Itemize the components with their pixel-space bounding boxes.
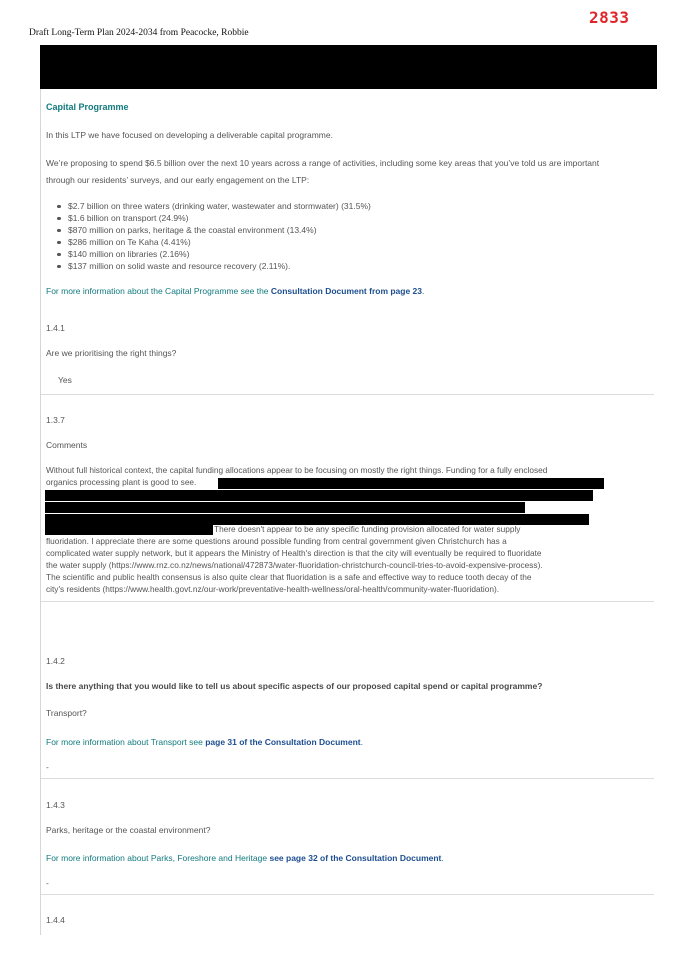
redaction-bar (218, 478, 604, 489)
comment-line: city's residents (https://www.health.govt.nz/our-work/preventative-health-wellness/oral-health/community-water-fluoridation). (46, 584, 500, 594)
comment-line: The scientific and public health consensus is also quite clear that fluoridation is a safe and effective way to reduce tooth decay of the (46, 572, 532, 582)
question-number: 1.4.3 (46, 800, 65, 810)
section-heading-capital-programme: Capital Programme (46, 102, 129, 112)
redaction-banner (40, 45, 657, 89)
answer-text: - (46, 878, 49, 888)
parks-more-info (46, 852, 444, 864)
question-text: Parks, heritage or the coastal environment? (46, 825, 211, 835)
redaction-bar (45, 502, 525, 513)
consultation-document-link[interactable]: page 31 of the Consultation Document (205, 737, 361, 747)
comment-line: the water supply (https://www.rnz.co.nz/news/national/472873/water-fluoridation-christchurch-council-tries-to-avoid-expensive-process). (46, 560, 543, 570)
document-header-title: Draft Long-Term Plan 2024-2034 from Peacocke, Robbie (29, 28, 249, 38)
transport-more-info (46, 736, 363, 748)
question-number: 1.4.2 (46, 656, 65, 666)
list-item: $137 million on solid waste and resource recovery (2.11%). (56, 260, 371, 272)
capital-spend-list (56, 200, 371, 272)
section-divider (41, 778, 654, 779)
redaction-bar (45, 490, 593, 501)
list-item: $286 million on Te Kaha (4.41%) (56, 236, 371, 248)
answer-text: Yes (58, 375, 72, 385)
question-subtext: Transport? (46, 708, 87, 718)
question-text: Is there anything that you would like to tell us about specific aspects of our proposed capital spend or capital programme? (46, 681, 543, 691)
section-divider (41, 894, 654, 895)
answer-text: - (46, 762, 49, 772)
section-divider (41, 601, 654, 602)
capital-spend-line-1: We’re proposing to spend $6.5 billion over the next 10 years across a range of activities, including some key areas that you’ve told us are important (46, 158, 600, 168)
more-info-suffix: . (441, 853, 444, 863)
list-item: $2.7 billion on three waters (drinking water, wastewater and stormwater) (31.5%) (56, 200, 371, 212)
more-info-suffix: . (422, 286, 425, 296)
question-number: 1.4.4 (46, 915, 65, 925)
question-text: Are we prioritising the right things? (46, 348, 177, 358)
redaction-bar (45, 525, 213, 535)
comment-line: organics processing plant is good to see. (46, 477, 197, 487)
more-info-prefix: For more information about Parks, Foreshore and Heritage (46, 853, 270, 863)
more-info-prefix: For more information about Transport see (46, 737, 206, 747)
list-item: $870 million on parks, heritage & the coastal environment (13.4%) (56, 224, 371, 236)
comment-line: fluoridation. I appreciate there are some questions around possible funding from central government given Christchurch has a (46, 536, 507, 546)
capital-more-info (46, 285, 424, 297)
more-info-prefix: For more information about the Capital Programme see the (46, 286, 271, 296)
section-divider (41, 394, 654, 395)
consultation-document-link[interactable]: see page 32 of the Consultation Document (269, 853, 442, 863)
page-number: 2833 (589, 8, 630, 27)
more-info-suffix: . (360, 737, 363, 747)
list-item: $140 million on libraries (2.16%) (56, 248, 371, 260)
capital-spend-line-2: through our residents’ surveys, and our early engagement on the LTP: (46, 175, 310, 185)
comment-line: complicated water supply network, but it appears the Ministry of Health's direction is that the city will eventually be required to fluoridate (46, 548, 542, 558)
consultation-document-link[interactable]: Consultation Document from page 23 (270, 286, 423, 296)
question-number: 1.3.7 (46, 415, 65, 425)
comment-line: There doesn't appear to be any specific funding provision allocated for water supply (214, 524, 521, 534)
question-number: 1.4.1 (46, 323, 65, 333)
capital-intro: In this LTP we have focused on developing a deliverable capital programme. (46, 130, 333, 140)
list-item: $1.6 billion on transport (24.9%) (56, 212, 371, 224)
comments-label: Comments (46, 440, 88, 450)
comment-line: Without full historical context, the capital funding allocations appear to be focusing on mostly the right things. Funding for a fully enclosed (46, 465, 548, 475)
